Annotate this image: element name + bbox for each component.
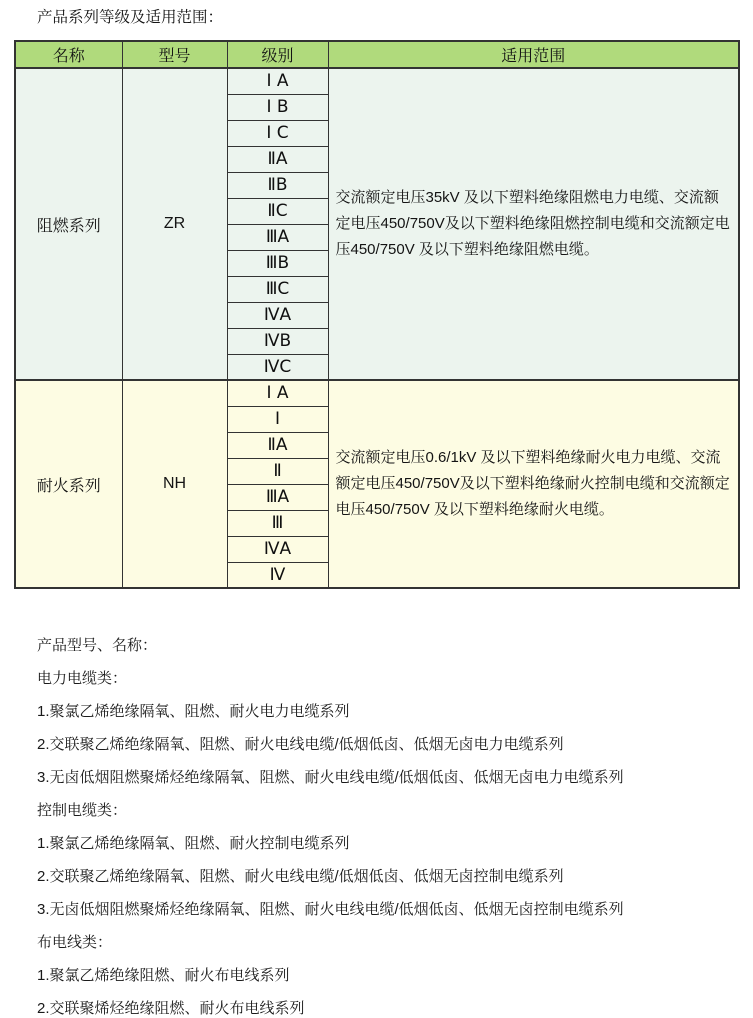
column-header-model: 型号 [122, 41, 227, 68]
column-header-scope: 适用范围 [328, 41, 739, 68]
product-series-table [14, 40, 740, 589]
list-item: 2.交联聚乙烯绝缘隔氧、阻燃、耐火电线电缆/低烟低卤、低烟无卤控制电缆系列 [37, 868, 564, 885]
grade-cell: ⅡB [227, 172, 328, 198]
grade-cell: ⅣB [227, 328, 328, 354]
grade-cell: ⅢA [227, 484, 328, 510]
grade-cell: Ⅰ A [227, 68, 328, 94]
series-model-cell: NH [122, 380, 227, 588]
column-header-name: 名称 [15, 41, 122, 68]
table-header-row [15, 41, 739, 68]
category-lists [37, 661, 739, 1018]
grade-cell: ⅣA [227, 536, 328, 562]
grade-cell: Ⅰ A [227, 380, 328, 406]
list-item: 3.无卤低烟阻燃聚烯烃绝缘隔氧、阻燃、耐火电线电缆/低烟低卤、低烟无卤电力电缆系列 [37, 769, 624, 786]
grade-cell: ⅢA [227, 224, 328, 250]
series-name-cell: 耐火系列 [15, 380, 122, 588]
grade-cell: ⅡA [227, 146, 328, 172]
grade-cell: Ⅰ C [227, 120, 328, 146]
page-title: 产品系列等级及适用范围： [37, 9, 224, 26]
series-scope-cell: 交流额定电压35kV 及以下塑料绝缘阻燃电力电缆、交流额定电压450/750V及以下塑料绝缘阻燃控制电缆和交流额定电压450/750V 及以下塑料绝缘阻燃电缆。 [328, 68, 739, 380]
category-heading: 布电线类： [37, 934, 113, 951]
column-header-grade: 级别 [227, 41, 328, 68]
grade-row [15, 68, 739, 94]
grade-cell: ⅢB [227, 250, 328, 276]
list-item: 2.交联聚烯烃绝缘阻燃、耐火布电线系列 [37, 1000, 305, 1017]
list-item: 1.聚氯乙烯绝缘隔氧、阻燃、耐火电力电缆系列 [37, 703, 350, 720]
grade-row [15, 380, 739, 406]
product-models-subtitle: 产品型号、名称： [37, 637, 158, 654]
list-item: 1.聚氯乙烯绝缘阻燃、耐火布电线系列 [37, 967, 290, 984]
series-scope-cell: 交流额定电压0.6/1kV 及以下塑料绝缘耐火电力电缆、交流额定电压450/750V及以下塑料绝缘耐火控制电缆和交流额定电压450/750V 及以下塑料绝缘耐火电缆。 [328, 380, 739, 588]
category-heading: 控制电缆类： [37, 802, 128, 819]
grade-cell: ⅢC [227, 276, 328, 302]
grade-cell: ⅣC [227, 354, 328, 380]
grade-cell: Ⅱ [227, 458, 328, 484]
grade-cell: ⅡA [227, 432, 328, 458]
series-model-cell: ZR [122, 68, 227, 380]
grade-cell: Ⅲ [227, 510, 328, 536]
list-item: 3.无卤低烟阻燃聚烯烃绝缘隔氧、阻燃、耐火电线电缆/低烟低卤、低烟无卤控制电缆系列 [37, 901, 624, 918]
series-name-cell: 阻燃系列 [15, 68, 122, 380]
grade-cell: Ⅰ [227, 406, 328, 432]
list-item: 1.聚氯乙烯绝缘隔氧、阻燃、耐火控制电缆系列 [37, 835, 350, 852]
grade-cell: Ⅰ B [227, 94, 328, 120]
category-heading: 电力电缆类： [37, 670, 128, 687]
list-item: 2.交联聚乙烯绝缘隔氧、阻燃、耐火电线电缆/低烟低卤、低烟无卤电力电缆系列 [37, 736, 564, 753]
grade-cell: Ⅳ [227, 562, 328, 588]
grade-cell: ⅡC [227, 198, 328, 224]
product-models-section [37, 628, 739, 1018]
grade-cell: ⅣA [227, 302, 328, 328]
